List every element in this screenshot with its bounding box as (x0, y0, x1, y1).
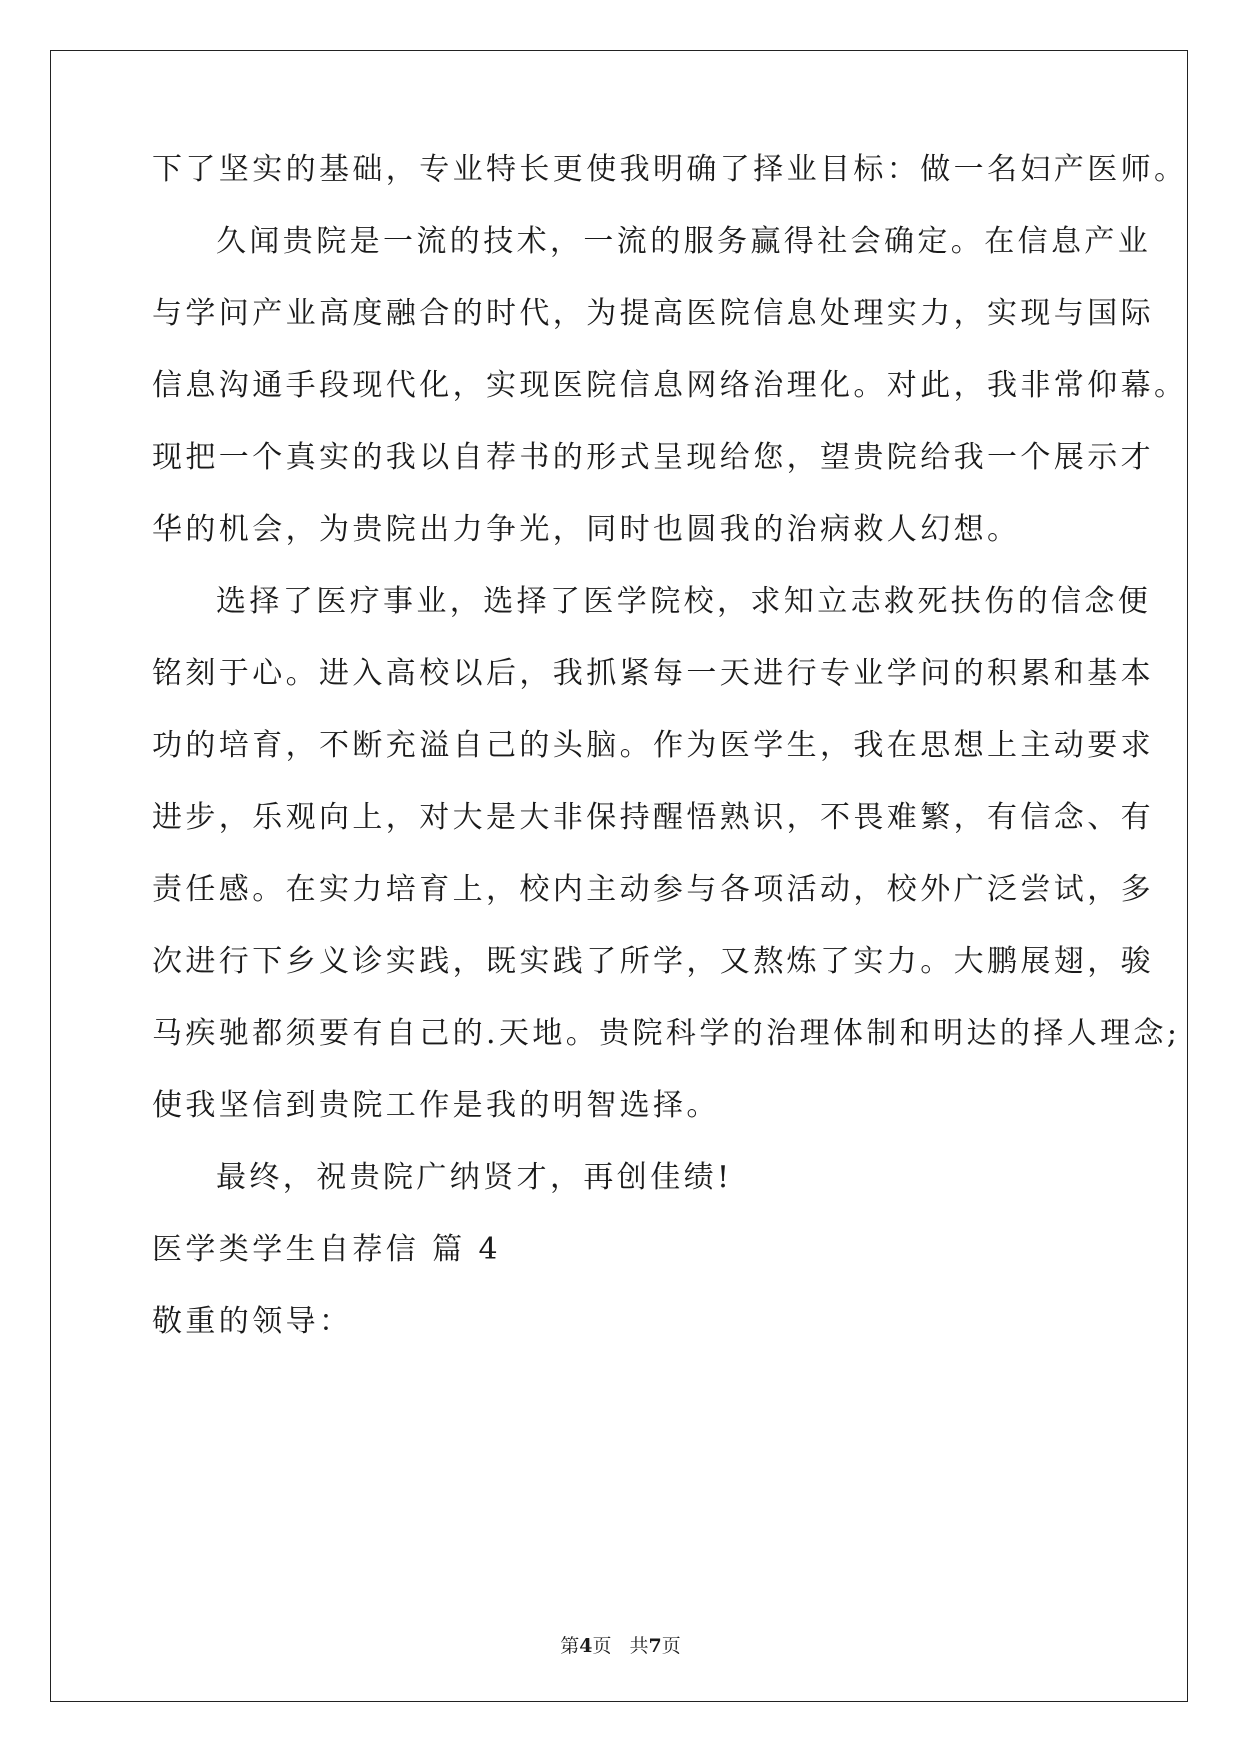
total-pages-number: 7 (648, 1635, 662, 1657)
salutation: 敬重的领导： (152, 1304, 353, 1339)
body-line-13: 马疾驰都须要有自己的.天地。贵院科学的治理体制和明达的择人理念; (152, 1016, 1181, 1051)
body-line-9: 功的培育，不断充溢自己的头脑。作为医学生，我在思想上主动要求 (152, 728, 1154, 763)
body-line-12: 次进行下乡义诊实践，既实践了所学，又熬炼了实力。大鹏展翅，骏 (152, 944, 1154, 979)
body-line-14: 使我坚信到贵院工作是我的明智选择。 (152, 1088, 720, 1123)
footer-suffix: 页 (661, 1635, 681, 1657)
body-line-6: 华的机会，为贵院出力争光，同时也圆我的治病救人幻想。 (152, 512, 1021, 547)
body-line-5: 现把一个真实的我以自荐书的形式呈现给您，望贵院给我一个展示才 (152, 440, 1154, 475)
body-line-8: 铭刻于心。进入高校以后，我抓紧每一天进行专业学问的积累和基本 (152, 656, 1154, 691)
body-line-1: 下了坚实的基础，专业特长更使我明确了择业目标：做一名妇产医师。 (152, 152, 1188, 187)
body-line-3: 与学问产业高度融合的时代，为提高医院信息处理实力，实现与国际 (152, 296, 1154, 331)
footer-prefix: 第 (560, 1635, 580, 1657)
body-line-11: 责任感。在实力培育上，校内主动参与各项活动，校外广泛尝试，多 (152, 872, 1154, 907)
closing-line: 最终，祝贵院广纳贤才，再创佳绩! (216, 1160, 733, 1195)
footer-page-word: 页 (592, 1635, 612, 1657)
body-line-10: 进步，乐观向上，对大是大非保持醒悟熟识，不畏难繁，有信念、有 (152, 800, 1154, 835)
page-footer (0, 1634, 1241, 1658)
current-page-number: 4 (579, 1635, 593, 1657)
footer-total-prefix: 共 (629, 1635, 649, 1657)
section-heading: 医学类学生自荐信 篇 4 (152, 1232, 501, 1267)
body-line-4: 信息沟通手段现代化，实现医院信息网络治理化。对此，我非常仰幕。 (152, 368, 1188, 403)
body-line-7: 选择了医疗事业，选择了医学院校，求知立志救死扶伤的信念便 (216, 584, 1152, 619)
body-line-2: 久闻贵院是一流的技术，一流的服务赢得社会确定。在信息产业 (216, 224, 1152, 259)
